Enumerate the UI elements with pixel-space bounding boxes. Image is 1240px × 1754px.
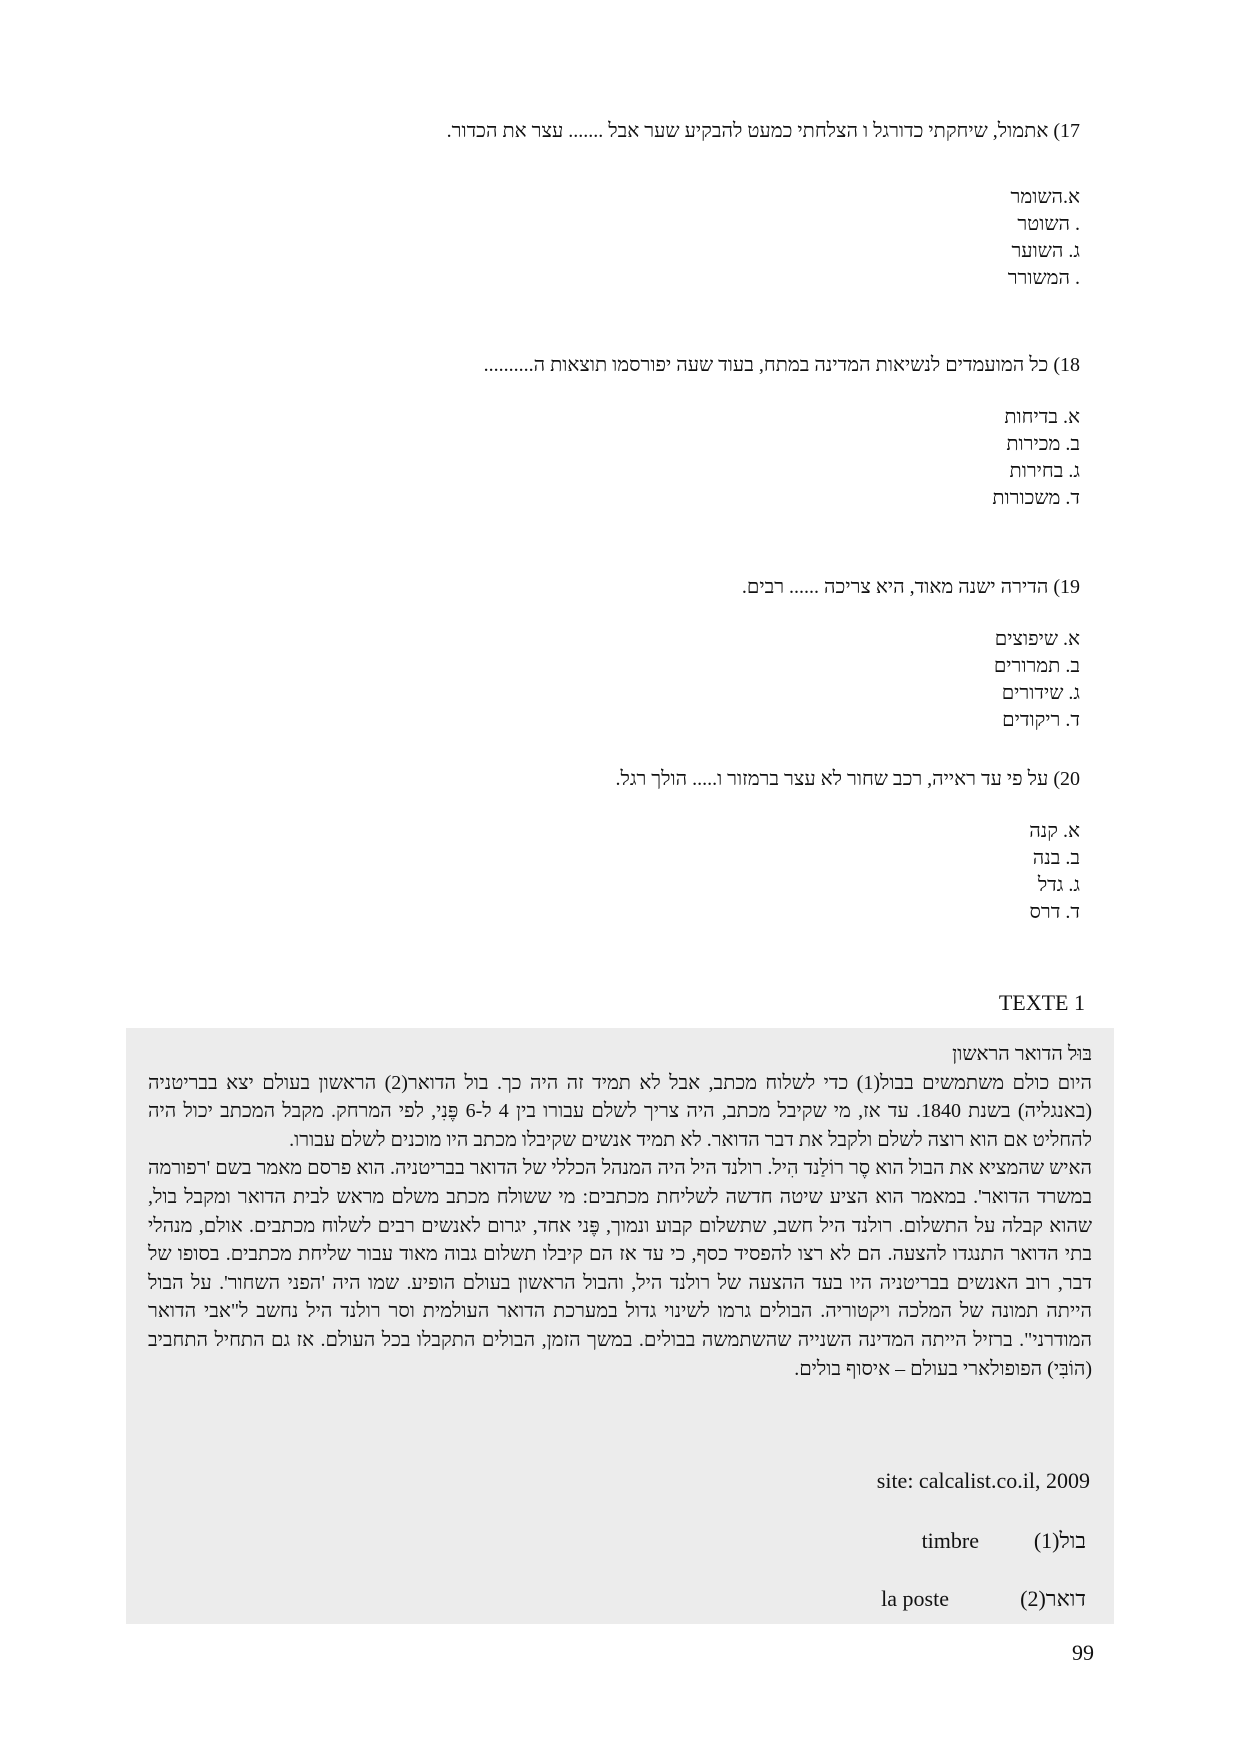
options-18 (880, 404, 1080, 512)
option: ג. השוער (1011, 240, 1080, 262)
passage-paragraph-2: האיש שהמציא את הבול הוא סֶר רוֹלַנד הִיל. רולנד היל היה המנהל הכללי של הדואר בבריטניה. הוא פרסם מאמר בשם 'רפורמה במשרד הדואר'. במאמר הוא הציע שיטה חדשה לשליחת מכתבים: מי ששולח מכתב משלם מראש לבית הדואר ומקבל בול, שהוא קבלה על התשלום. רולנד היל חשב, שתשלום קבוע ונמוך, פֶּני אחד, יגרום לאנשים רבים לשלוח מכתבים. אולם, מנהלי בתי הדואר התנגדו להצעה. הם לא רצו להפסיד כסף, כי עד אז הם קיבלו תשלום גבוה מאוד עבור שליחת מכתבים. בסופו של דבר, רוב האנשים בבריטניה היו בעד ההצעה של רולנד היל, והבול הראשון בעולם הופיע. שמו היה 'הפני השחור'. על הבול הייתה תמונה של המלכה ויקטוריה. הבולים גרמו לשינוי גדול במערכת הדואר העולמית וסר רולנד היל נחשב ל"אבי הדואר המודרני". ברזיל הייתה המדינה השנייה שהשתמשה בבולים. במשך הזמן, הבולים התקבלו בכל העולם. אז גם התחיל התחביב (הוֹבִּי) הפופולארי בעולם – איסוף בולים. (148, 1157, 1092, 1380)
glossary-term: בול(1) (1033, 1528, 1086, 1553)
question-text: הדירה ישנה מאוד, היא צריכה ...... רבים. (741, 576, 1049, 598)
options-17 (880, 184, 1080, 292)
options-19 (880, 626, 1080, 734)
option: ג. שידורים (1001, 682, 1080, 704)
option: א. קנה (1029, 820, 1080, 842)
source-citation: site: calcalist.co.il, 2009 (876, 1468, 1090, 1493)
texte-title: TEXTE 1 (998, 990, 1085, 1015)
option: א. שיפוצים (994, 628, 1080, 650)
option: . השוטר (1017, 213, 1080, 235)
question-20 (615, 768, 1080, 791)
passage-paragraph-1: היום כולם משתמשים בבול(1) כדי לשלוח מכתב, אבל לא תמיד זה היה כך. בול הדואר(2) הראשון בעולם יצא בבריטניה (באנגליה) בשנת 1840. עד אז, מי שקיבל מכתב, היה צריך לשלם עבורו בין 4 ל-6 פֶּנִי, לפי המרחק. מקבל המכתב יכול היה להחליט אם הוא רוצה לשלם ולקבל את דבר הדואר. לא תמיד אנשים שקיבלו מכתב היו מוכנים לשלם עבורו. (148, 1071, 1093, 1151)
reading-passage (148, 1040, 1092, 1383)
glossary-hebrew-1 (1034, 1528, 1086, 1554)
glossary-translation: timbre (921, 1528, 979, 1553)
option: ב. מכירות (1006, 433, 1080, 455)
glossary-term: דואר(2) (1020, 1586, 1086, 1611)
passage-title: בּוּל הדואר הראשון (952, 1043, 1092, 1065)
question-17 (447, 120, 1080, 143)
glossary-french-2 (881, 1586, 949, 1612)
option: ג. בחירות (1009, 460, 1080, 482)
option: ב. בנה (1032, 847, 1080, 869)
page-number: 99 (1072, 1640, 1094, 1665)
question-number: 18) (1053, 354, 1080, 376)
question-number: 20) (1053, 768, 1080, 790)
option: . המשורר (1007, 267, 1080, 289)
glossary-hebrew-2 (1020, 1586, 1086, 1612)
option: א.השומר (1010, 186, 1080, 208)
question-18 (484, 354, 1080, 377)
question-text: על פי עד ראייה, רכב שחור לא עצר ברמזור ו..... הולך רגל. (615, 768, 1049, 790)
reading-passage-box (126, 1028, 1114, 1624)
glossary-french-1 (922, 1528, 979, 1554)
option: ד. משכורות (992, 487, 1080, 509)
option: ד. ריקודים (1002, 709, 1080, 731)
question-19 (742, 576, 1080, 599)
glossary-translation: la poste (881, 1586, 949, 1611)
option: ב. תמרורים (993, 655, 1080, 677)
question-text: אתמול, שיחקתי כדורגל ו הצלחתי כמעט להבקיע שער אבל ....... עצר את הכדור. (446, 120, 1049, 142)
option: ג. גדל (1037, 874, 1080, 896)
question-number: 17) (1053, 120, 1080, 142)
option: ד. דרס (1029, 901, 1080, 923)
question-number: 19) (1053, 576, 1080, 598)
option: א. בדיחות (1004, 406, 1080, 428)
options-20 (880, 818, 1080, 926)
question-text: כל המועמדים לנשיאות המדינה במתח, בעוד שעה יפורסמו תוצאות ה.......... (483, 354, 1049, 376)
